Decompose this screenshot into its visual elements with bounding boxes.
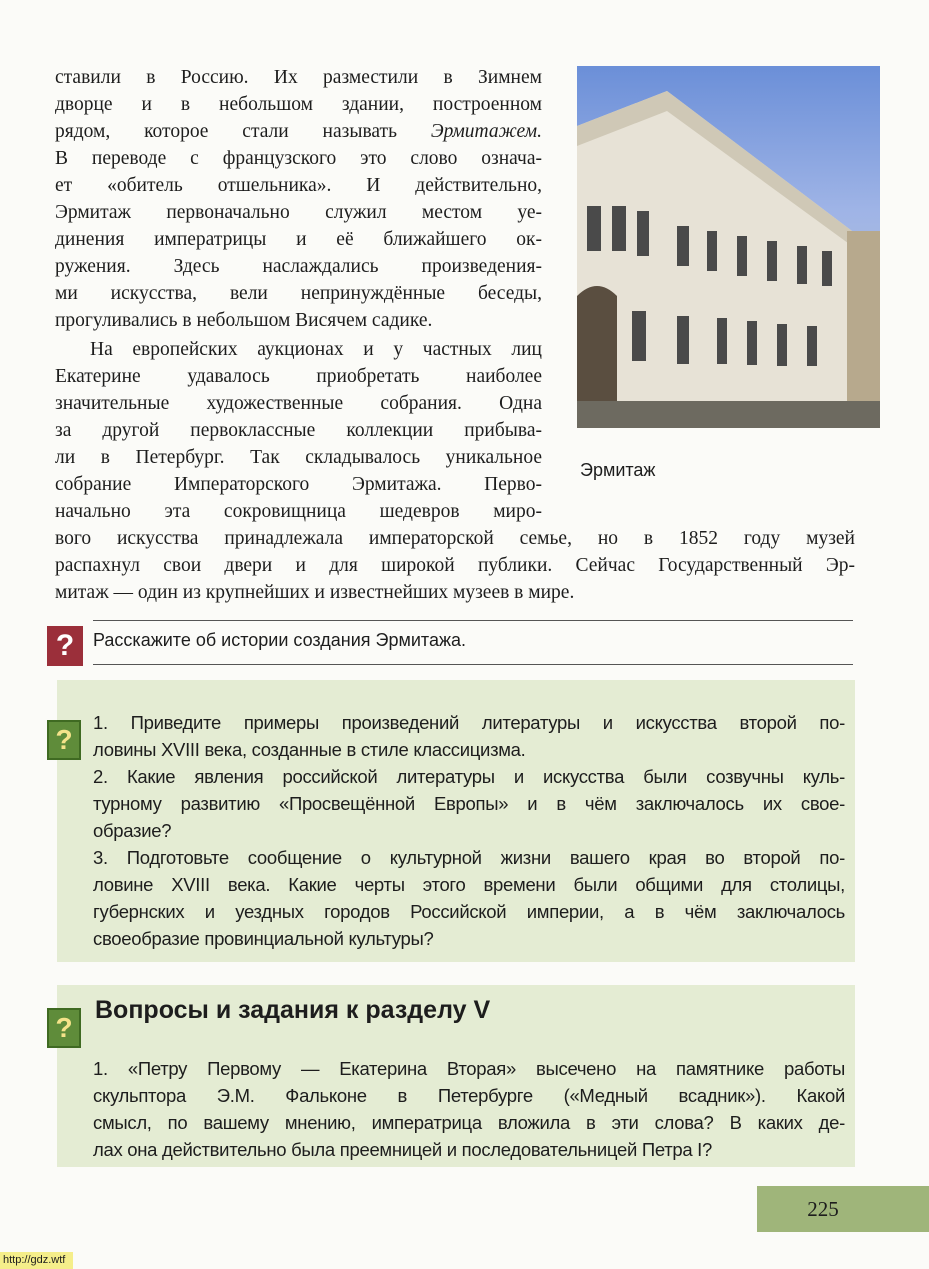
task-line: 3. Подготовьте сообщение о культурной жизни вашего края во второй по-: [93, 847, 845, 868]
section-line: смысл, по вашему мнению, императрица вложила в эти слова? В каких де-: [93, 1112, 845, 1133]
text-line: ли в Петербург. Так складывалось уникальное: [55, 447, 542, 468]
text-line: В переводе с французского это слово означа-: [55, 148, 542, 169]
watermark-link[interactable]: http://gdz.wtf: [0, 1252, 73, 1269]
section-question-icon: ?: [47, 1008, 81, 1048]
italic-term: Эрмитажем.: [430, 121, 542, 142]
page-number: 225: [757, 1186, 929, 1232]
task-line: ловине XVIII века. Какие черты этого времени были общими для столицы,: [93, 874, 845, 895]
text-line: [55, 118, 542, 145]
text-line: значительные художественные собрания. Одна: [55, 393, 542, 414]
question-mark-icon: ?: [47, 626, 83, 666]
text-line: Эрмитаж первоначально служил местом уе-: [55, 202, 542, 223]
divider: [93, 620, 853, 621]
task-line: своеобразие провинциальной культуры?: [93, 928, 434, 949]
section-title: Вопросы и задания к разделу V: [95, 996, 491, 1024]
task-line: ловины XVIII века, созданные в стиле классицизма.: [93, 739, 526, 760]
text-line: ет «обитель отшельника». И действительно,: [55, 175, 542, 196]
divider: [93, 664, 853, 665]
text-line: собрание Императорского Эрмитажа. Перво-: [55, 474, 542, 495]
text-line: распахнул свои двери и для широкой публики. Сейчас Государственный Эр-: [55, 555, 855, 576]
text-line: ми искусства, вели непринуждённые беседы,: [55, 283, 542, 304]
text-line: динения императрицы и её ближайшего ок-: [55, 229, 542, 250]
text-line: начально эта сокровищница шедевров миро-: [55, 501, 542, 522]
text-line: за другой первоклассные коллекции прибыва-: [55, 420, 542, 441]
section-line: скульптора Э.М. Фальконе в Петербурге («Медный всадник»). Какой: [93, 1085, 845, 1106]
section-line: лах она действительно была преемницей и последовательницей Петра I?: [93, 1139, 713, 1160]
text-line: вого искусства принадлежала императорской семье, но в 1852 году музей: [55, 528, 855, 549]
text-line: ружения. Здесь наслаждались произведения-: [55, 256, 542, 277]
tasks-question-icon: ?: [47, 720, 81, 760]
text-line: митаж — один из крупнейших и известнейших музеев в мире.: [55, 582, 575, 603]
task-line: образие?: [93, 820, 172, 841]
task-line: 2. Какие явления российской литературы и искусства были созвучны куль-: [93, 766, 845, 787]
text-line: На европейских аукционах и у частных лиц: [90, 339, 542, 360]
task-line: губернских и уездных городов Российской империи, а в чём заключалось: [93, 901, 845, 922]
text-line: дворце и в небольшом здании, построенном: [55, 94, 542, 115]
section-line: 1. «Петру Первому — Екатерина Вторая» высечено на памятнике работы: [93, 1058, 845, 1079]
question-text: Расскажите об истории создания Эрмитажа.: [93, 630, 467, 650]
task-line: турному развитию «Просвещённой Европы» и в чём заключалось их свое-: [93, 793, 845, 814]
photo-caption: Эрмитаж: [580, 460, 656, 480]
text-span: рядом, которое стали называть: [55, 121, 431, 142]
hermitage-photo: [577, 66, 880, 428]
text-line: ставили в Россию. Их разместили в Зимнем: [55, 67, 542, 88]
text-line: прогуливались в небольшом Висячем садике.: [55, 310, 433, 331]
text-line: Екатерине удавалось приобретать наиболее: [55, 366, 542, 387]
task-line: 1. Приведите примеры произведений литературы и искусства второй по-: [93, 712, 845, 733]
